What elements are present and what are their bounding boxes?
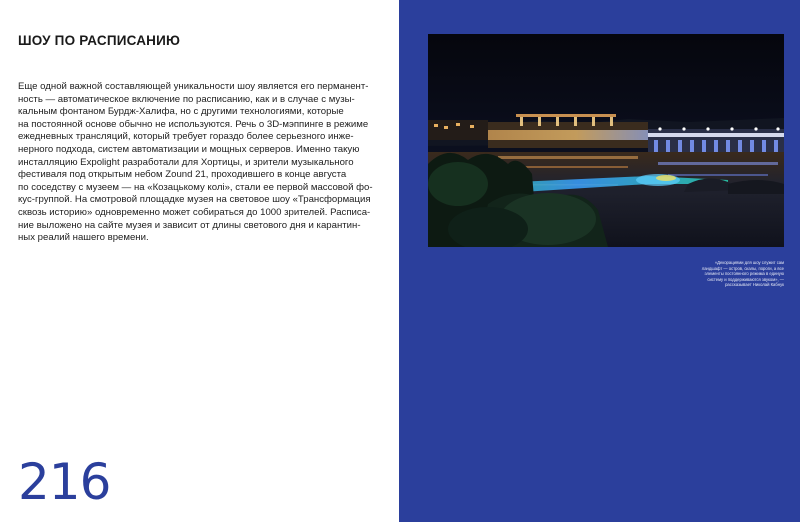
body-line: кус-группой. На смотровой площадке музея на световое шоу «Трансформация xyxy=(18,194,371,206)
body-line: по соседству с музеем — на «Козацькому колі», стали ее первой массовой фо- xyxy=(18,181,373,193)
body-line: инсталляцию Expolight разработали для Хортицы, и зрители музыкального xyxy=(18,156,354,168)
body-line: кальным фонтаном Бурдж-Халифа, но с другими технологиями, которые xyxy=(18,106,344,118)
body-line: на постоянной основе обычно не используются. Речь о 3D-мэппинге в режиме xyxy=(18,118,369,130)
body-line: фестиваля под открытым небом Zound 21, проходившего в конце августа xyxy=(18,169,347,181)
section-heading: ШОУ ПО РАСПИСАНИЮ xyxy=(18,33,181,48)
body-line: нерного подхода, систем автоматизации и мощных серверов. Именно такую xyxy=(18,143,360,155)
body-line: ежедневных трансляций, который требует гораздо более серьезного инже- xyxy=(18,131,354,143)
body-line: Еще одной важной составляющей уникальности шоу является его перманент- xyxy=(18,81,369,92)
body-line: ние выложено на сайте музея и зависит от длины светового дня и карантин- xyxy=(18,219,361,231)
caption-line: «Декорациями для шоу служит сам xyxy=(714,260,784,265)
night-dam-photo xyxy=(428,34,784,247)
article-body xyxy=(18,81,373,245)
body-line: сквозь историю» одновременно может собираться до 1000 зрителей. Расписа- xyxy=(18,206,371,218)
caption-line: систему и поддерживаются звуком», — xyxy=(707,276,784,282)
body-line: ных реалий нашего времени. xyxy=(18,232,149,244)
caption-line: рассказывает Николай Кабнук xyxy=(725,282,784,288)
body-line: ность — автоматическое включение по расписанию, как и в случае с музы- xyxy=(18,93,355,105)
caption-line: элементы постоянного режима в единую xyxy=(704,271,784,277)
caption-line: ландшафт — остров, скалы, пороги, а все xyxy=(701,265,784,271)
photo-caption xyxy=(652,260,784,288)
page-number: 216 xyxy=(18,453,111,511)
left-page xyxy=(0,0,399,522)
